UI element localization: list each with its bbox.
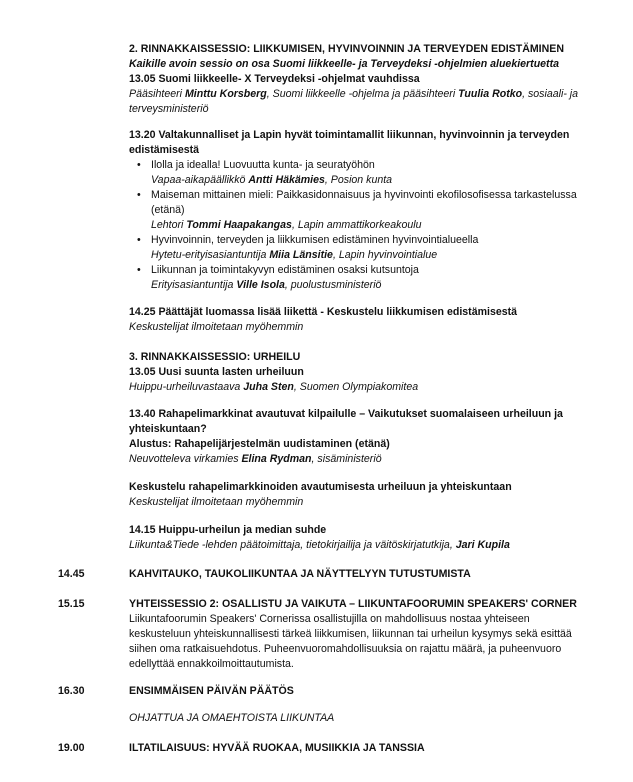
speaker-name: Jari Kupila	[455, 539, 510, 551]
bullet-icon: •	[137, 189, 141, 201]
speaker-name: Juha Sten	[243, 381, 294, 393]
session-2-item-1-title: 13.05 Suomi liikkeelle- X Terveydeksi -ohjelmat vauhdissa	[129, 73, 420, 85]
schedule-time: 16.30	[58, 685, 85, 697]
speaker-name: Elina Rydman	[241, 453, 312, 465]
session-2-item-2	[129, 128, 599, 293]
session-2-item-2-title: 13.20 Valtakunnalliset ja Lapin hyvät toimintamallit liikunnan, hyvinvoinnin ja terveyden edistämisestä	[129, 129, 570, 156]
session-2-heading: 2. RINNAKKAISSESSIO: LIIKKUMISEN, HYVINVOINNIN JA TERVEYDEN EDISTÄMINEN	[129, 43, 564, 55]
bullet-icon: •	[137, 234, 141, 246]
schedule-body: Liikuntafoorumin Speakers' Cornerissa osallistujilla on mahdollisuus nostaa yhteiseen keskusteluun yhteiskunnallisesti tärkeä liikkumisen, liikunnan tai urheilun kysymys sekä esittää siihen oma ratkaisuehdotus. Puheenvuoromahdollisuuksia on rajattu määrä, ja puheenvuoro edellyttää ennakkoilmoittautumista.	[129, 613, 572, 670]
schedule-time: 19.00	[58, 742, 85, 754]
session-3-item-2-intro: Alustus: Rahapelijärjestelmän uudistaminen (etänä)	[129, 438, 390, 450]
session-2-item-1-speakers: Pääsihteeri Minttu Korsberg, Suomi liikkeelle -ohjelma ja pääsihteeri Tuulia Rotko, sosiaali- ja terveysministeriö	[129, 88, 579, 115]
list-item: • Liikunnan ja toimintakyvyn edistäminen osaksi kutsuntoja Erityisasiantuntija Ville Isola, puolustusministeriö	[137, 264, 419, 291]
list-item: • Ilolla ja idealla! Luovuutta kunta- ja seuratyöhön Vapaa-aikapäällikkö Antti Häkämies, Posion kunta	[137, 159, 393, 186]
list-item: • Maiseman mittainen mieli: Paikkasidonnaisuus ja hyvinvointi ekofilosofisessa tarkastelussa (etänä) Lehtori Tommi Haapakangas, Lapin ammattikorkeakoulu	[137, 189, 577, 231]
session-2-block	[129, 42, 599, 117]
bullet-list	[129, 158, 599, 293]
schedule-time: 14.45	[58, 568, 85, 580]
session-2-subheading: Kaikille avoin sessio on osa Suomi liikkeelle- ja Terveydeksi -ohjelmien aluekiertuetta	[129, 58, 560, 70]
session-3-item-4: 14.15 Huippu-urheilun ja median suhde Liikunta&Tiede -lehden päätoimittaja, tietokirjailija ja väitöskirjatutkija, Jari Kupila	[129, 523, 599, 553]
session-3-item-3-note: Keskustelijat ilmoitetaan myöhemmin	[129, 496, 304, 508]
session-2-item-3-title: 14.25 Päättäjät luomassa lisää liikettä - Keskustelu liikkumisen edistämisestä	[129, 306, 518, 318]
schedule-title: YHTEISSESSIO 2: OSALLISTU JA VAIKUTA – LIIKUNTAFOORUMIN SPEAKERS' CORNER	[129, 598, 577, 610]
session-2-item-3	[129, 305, 599, 335]
bullet-icon: •	[137, 264, 141, 276]
session-3-item-3	[129, 480, 599, 510]
schedule-title: ENSIMMÄISEN PÄIVÄN PÄÄTÖS	[129, 685, 294, 697]
session-2-item-3-note: Keskustelijat ilmoitetaan myöhemmin	[129, 321, 304, 333]
session-3-item-2: 13.40 Rahapelimarkkinat avautuvat kilpailulle – Vaikutukset suomalaiseen urheiluun ja yhteiskuntaan? Alustus: Rahapelijärjestelmän uudistaminen (etänä) Neuvotteleva virkamies Elina Rydman, sisäministeriö	[129, 407, 599, 467]
session-3-item-1-title: 13.05 Uusi suunta lasten urheiluun	[129, 366, 304, 378]
session-3-block: 3. RINNAKKAISSESSIO: URHEILU 13.05 Uusi suunta lasten urheiluun Huippu-urheiluvastaava Juha Sten, Suomen Olympiakomitea	[129, 350, 599, 395]
speaker-name: Minttu Korsberg	[184, 88, 267, 100]
schedule-title: KAHVITAUKO, TAUKOLIIKUNTAA JA NÄYTTELYYN TUTUSTUMISTA	[129, 568, 471, 580]
bullet-icon: •	[137, 159, 141, 171]
speaker-name: Tommi Haapakangas	[186, 219, 292, 231]
session-3-item-4-title: 14.15 Huippu-urheilun ja median suhde	[129, 524, 327, 536]
speaker-name: Tuulia Rotko	[458, 88, 523, 100]
schedule-entry	[129, 684, 589, 726]
session-3-item-2-title: 13.40 Rahapelimarkkinat avautuvat kilpailulle – Vaikutukset suomalaiseen urheiluun ja yhteiskuntaan?	[129, 408, 563, 435]
schedule-note: OHJATTUA JA OMAEHTOISTA LIIKUNTAA	[129, 712, 335, 724]
speaker-name: Ville Isola	[236, 279, 285, 291]
list-item: • Hyvinvoinnin, terveyden ja liikkumisen edistäminen hyvinvointialueella Hytetu-erityisasiantuntija Miia Länsitie, Lapin hyvinvointialue	[137, 234, 479, 261]
schedule-time: 15.15	[58, 598, 85, 610]
schedule-entry	[129, 567, 589, 582]
speaker-name: Miia Länsitie	[269, 249, 333, 261]
schedule-title: ILTATILAISUUS: HYVÄÄ RUOKAA, MUSIIKKIA JA TANSSIA	[129, 742, 425, 754]
session-3-heading: 3. RINNAKKAISSESSIO: URHEILU	[129, 351, 301, 363]
schedule-entry	[129, 597, 589, 672]
schedule-entry	[129, 741, 589, 756]
speaker-name: Antti Häkämies	[248, 174, 325, 186]
session-3-item-3-title: Keskustelu rahapelimarkkinoiden avautumisesta urheiluun ja yhteiskuntaan	[129, 481, 512, 493]
